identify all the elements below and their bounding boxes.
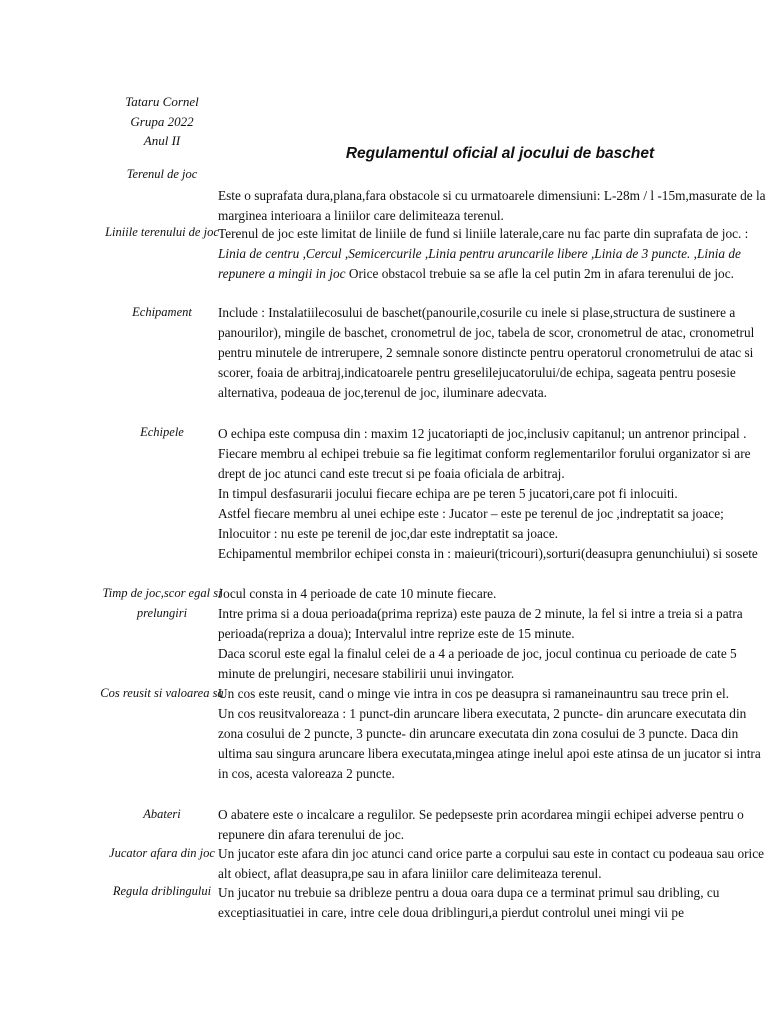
paragraph-text: Terenul de joc este limitat de liniile de fund si liniile laterale,care nu fac parte din suprafata de joc. : xyxy=(218,226,749,241)
paragraph: Este o suprafata dura,plana,fara obstacole si cu urmatoarele dimensiuni: L-28m / l -15m,masurate de la marginea interioara a liniilor care delimiteaza terenul. xyxy=(218,188,766,223)
section-body-abateri xyxy=(218,805,768,845)
document-title: Regulamentul oficial al jocului de baschet xyxy=(345,145,655,162)
section-body-echipament xyxy=(218,303,768,403)
section-body-jucator xyxy=(218,844,768,884)
paragraph: Un cos reusitvaloreaza : 1 punct-din aruncare libera executata, 2 puncte- din aruncare executata din zona cosului de 2 puncte, 3 puncte- din aruncare executata din zona cosului de 3 puncte. Daca din ultima sau singura aruncare libera executata,mingea atinge inelul apoi este atinsa de un jucator si intra in cos, acesta valoreaza 2 puncte. xyxy=(218,706,761,781)
author-group: Grupa 2022 xyxy=(130,113,194,129)
section-label-dribling: Regula driblingului xyxy=(112,884,212,898)
section-label-jucator: Jucator afara din joc xyxy=(109,846,215,860)
paragraph: Un jucator este afara din joc atunci cand orice parte a corpului sau este in contact cu podeaua sau orice alt obiect, aflat deasupra,pe sau in afara liniilor care delimiteaza terenul. xyxy=(218,846,765,881)
section-label-liniile: Liniile terenului de joc xyxy=(105,225,219,239)
paragraph: In timpul desfasurarii jocului fiecare echipa are pe teren 5 jucatori,care pot fi inlocuiti. xyxy=(218,486,678,501)
section-label-echipament: Echipament xyxy=(132,305,192,319)
paragraph: Daca scorul este egal la finalul celei de a 4 a perioade de joc, jocul continua cu perioade de cate 5 minute de prelungiri, necesare stabilirii unui invingator. xyxy=(218,646,737,681)
author-name: Tataru Cornel xyxy=(125,94,199,109)
section-body-terenul xyxy=(218,186,768,226)
paragraph xyxy=(218,224,768,284)
section-body-cos xyxy=(218,684,768,784)
section-label-echipele: Echipele xyxy=(140,425,184,439)
paragraph: O echipa este compusa din : maxim 12 jucatoriapti de joc,inclusiv capitanul; un antrenor principal . Fiecare membru al echipei trebuie sa fie legitimat conform reglementarilor forului organizator si are drept de joc atunci cand este trecut si pe foaia oficiala de arbitraj. xyxy=(218,426,751,481)
section-body-dribling xyxy=(218,883,768,923)
section-label-timp: Timp de joc,scor egal si prelungiri xyxy=(102,586,222,620)
section-body-echipele xyxy=(218,424,768,564)
section-label-cos: Cos reusit si valoarea sa xyxy=(100,686,224,700)
author-block xyxy=(98,92,226,151)
section-body-timp xyxy=(218,584,768,684)
line-names-italic: Linia de centru ,Cercul ,Semicercurile ,Linia pentru aruncarile libere ,Linia de 3 puncte. ,Linia de repunere a mingii in joc xyxy=(218,246,741,281)
paragraph: O abatere este o incalcare a regulilor. Se pedepseste prin acordarea mingii echipei adverse pentru o repunere din afara terenului de joc. xyxy=(218,807,744,842)
paragraph: Un jucator nu trebuie sa dribleze pentru a doua oara dupa ce a terminat primul sau dribling, cu exceptiasituatiei in care, intre cele doua driblinguri,a pierdut controlul unei mingi vii pe xyxy=(218,885,720,920)
paragraph: Astfel fiecare membru al unei echipe este : Jucator – este pe terenul de joc ,indreptatit sa joace; Inlocuitor : nu este pe terenil de joc,dar este indreptatit sa joace. xyxy=(218,506,724,541)
paragraph-text: Orice obstacol trebuie sa se afle la cel putin 2m in afara terenului de joc. xyxy=(345,266,734,281)
paragraph: Un cos este reusit, cand o minge vie intra in cos pe deasupra si ramaneinauntru sau trece prin el. xyxy=(218,686,730,701)
paragraph: Include : Instalatiilecosului de baschet(panourile,cosurile cu inele si plase,structura de sustinere a panourilor), mingile de baschet, cronometrul de joc, tabela de scor, cronometrul de atac, cronometrul pentru minutele de intrerupere, 2 semnale sonore distincte pentru operatorul cronometrului de atac si scorer, foaia de arbitraj,indicatoarele pentru greselilejucatorului/de echipa, sageata pentru posesie alternativa, podeaua de joc,terenul de joc, iluminare adecvata. xyxy=(218,305,755,400)
paragraph: Jocul consta in 4 perioade de cate 10 minute fiecare. xyxy=(218,586,497,601)
paragraph: Intre prima si a doua perioada(prima repriza) este pauza de 2 minute, la fel si intre a treia si a patra perioada(repriza a doua); Intervalul intre reprize este de 15 minute. xyxy=(218,606,743,641)
section-body-liniile xyxy=(218,224,768,284)
author-year: Anul II xyxy=(143,133,181,148)
paragraph: Echipamentul membrilor echipei consta in : maieuri(tricouri),sorturi(deasupra genunchiului) si sosete xyxy=(218,546,758,561)
section-label-terenul: Terenul de joc xyxy=(126,167,198,181)
section-label-abateri: Abateri xyxy=(143,807,181,821)
